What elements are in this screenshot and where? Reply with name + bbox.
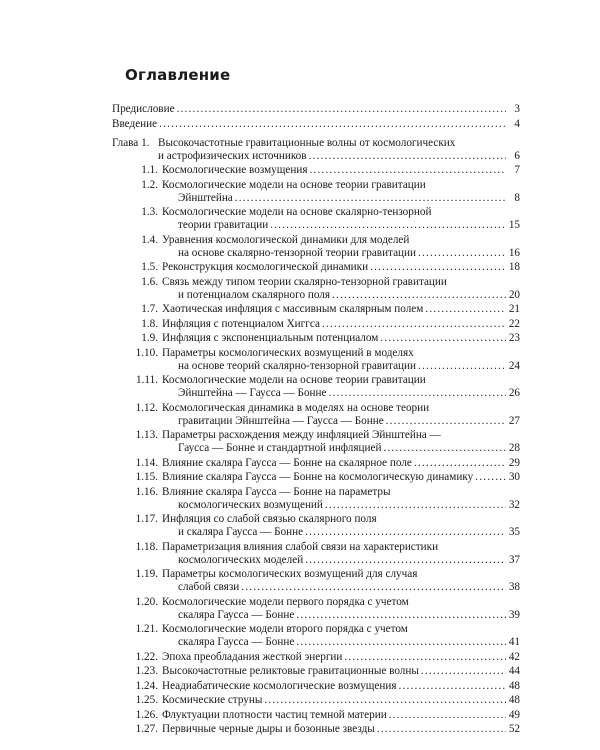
dot-leader bbox=[309, 150, 506, 163]
section-number: 1.13. bbox=[135, 429, 158, 441]
section-entry[interactable] bbox=[162, 261, 520, 274]
section-number: 1.18. bbox=[135, 540, 158, 553]
dot-leader bbox=[325, 499, 506, 512]
toc-entry-title: космологических возмущений bbox=[178, 498, 323, 511]
section-title-line: Инфляция со слабой связью скалярного поля bbox=[162, 513, 377, 525]
dot-leader bbox=[309, 164, 506, 177]
dot-leader bbox=[264, 694, 506, 707]
section-entry[interactable] bbox=[162, 665, 520, 678]
section-title-line: Космологические модели второго порядка с учетом bbox=[162, 623, 408, 635]
section-entry[interactable] bbox=[162, 318, 520, 331]
section-title-line: Параметры расхождения между инфляцией Эйнштейна — bbox=[162, 429, 441, 441]
dot-leader bbox=[296, 636, 506, 649]
toc-page-number: 22 bbox=[508, 317, 520, 330]
dot-leader bbox=[386, 415, 506, 428]
dot-leader bbox=[305, 554, 506, 567]
toc-entry-title: Неадиабатические космологические возмущения bbox=[162, 679, 397, 692]
toc-entry-title: Эпоха преобладания жесткой энергии bbox=[162, 650, 343, 663]
toc-page-number: 48 bbox=[508, 694, 520, 706]
toc-page-number: 49 bbox=[508, 708, 520, 721]
dot-leader bbox=[332, 289, 506, 302]
section-entry[interactable] bbox=[162, 709, 520, 722]
toc-entry-title: Инфляция с потенциалом Хиггса bbox=[162, 317, 320, 330]
section-number: 1.17. bbox=[135, 513, 158, 525]
dot-leader bbox=[177, 103, 506, 116]
toc-entry-title: и потенциалом скалярного поля bbox=[178, 288, 330, 301]
section-number: 1.5. bbox=[141, 261, 158, 273]
section-number: 1.2. bbox=[141, 178, 158, 191]
section-number: 1.16. bbox=[135, 485, 158, 498]
section-entry[interactable] bbox=[178, 415, 520, 428]
section-entry[interactable] bbox=[178, 360, 520, 373]
toc-page-number: 7 bbox=[514, 164, 520, 176]
section-title-line: Связь между типом теории скалярно-тензорной гравитации bbox=[162, 275, 447, 288]
chapter-title-line: Высокочастотные гравитационные волны от космологических bbox=[158, 137, 456, 149]
section-entry[interactable] bbox=[178, 247, 520, 260]
toc-entry-title: скаляра Гаусса — Бонне bbox=[178, 608, 295, 621]
toc-entry-title: Влияние скаляра Гаусса — Бонне на скалярное поле bbox=[162, 456, 412, 469]
dot-leader bbox=[383, 442, 506, 455]
toc-page-number: 24 bbox=[508, 359, 520, 372]
toc-page-number: 20 bbox=[508, 288, 520, 301]
dot-leader bbox=[425, 303, 506, 316]
dot-leader bbox=[475, 471, 506, 484]
section-entry[interactable] bbox=[162, 457, 520, 470]
section-number: 1.19. bbox=[135, 568, 158, 580]
toc-page-number: 6 bbox=[514, 150, 520, 162]
section-entry[interactable] bbox=[162, 332, 520, 345]
section-entry[interactable] bbox=[162, 164, 520, 177]
toc-entry-title: на основе теорий скалярно-тензорной гравитации bbox=[178, 359, 417, 372]
toc-entry-title: Высокочастотные реликтовые гравитационные волны bbox=[162, 665, 419, 677]
toc-entry-title: и астрофизических источников bbox=[158, 150, 307, 162]
section-number: 1.11. bbox=[136, 374, 158, 386]
dot-leader bbox=[344, 651, 506, 664]
toc-entry-title: Предисловие bbox=[112, 103, 175, 115]
section-entry[interactable] bbox=[178, 219, 520, 232]
section-entry[interactable] bbox=[178, 609, 520, 622]
section-number: 1.1. bbox=[141, 164, 158, 176]
dot-leader bbox=[159, 118, 506, 131]
section-title-line: Космологические модели на основе теории гравитации bbox=[162, 374, 426, 386]
dot-leader bbox=[241, 581, 506, 594]
section-number: 1.8. bbox=[141, 317, 158, 330]
toc-entry-title: Флуктуации плотности частиц темной материи bbox=[162, 708, 387, 721]
section-number: 1.23. bbox=[135, 665, 158, 677]
section-entry[interactable] bbox=[178, 442, 520, 455]
toc-page-number: 23 bbox=[508, 332, 520, 344]
section-entry[interactable] bbox=[178, 192, 520, 205]
toc-page-number: 44 bbox=[508, 665, 520, 677]
section-number: 1.27. bbox=[135, 723, 158, 735]
front-matter-entry[interactable] bbox=[112, 103, 520, 116]
section-number: 1.21. bbox=[135, 623, 158, 635]
dot-leader bbox=[329, 387, 506, 400]
section-title-line: Параметризация влияния слабой связи на характеристики bbox=[162, 540, 439, 553]
section-number: 1.14. bbox=[135, 456, 158, 469]
dot-leader bbox=[380, 332, 506, 345]
chapter-title-last-line[interactable] bbox=[158, 150, 520, 163]
chapter-label: Глава 1. bbox=[112, 137, 150, 149]
section-number: 1.4. bbox=[141, 233, 158, 246]
toc-entry-title: Космические струны bbox=[162, 694, 263, 706]
toc-page-number: 41 bbox=[508, 636, 520, 648]
toc-page-number: 21 bbox=[508, 303, 520, 315]
section-number: 1.26. bbox=[135, 708, 158, 721]
section-title-line: Космологическая динамика в моделях на основе теории bbox=[162, 401, 430, 414]
toc-page-number: 8 bbox=[514, 191, 520, 204]
section-number: 1.24. bbox=[135, 679, 158, 692]
toc-page-number: 52 bbox=[508, 723, 520, 735]
section-entry[interactable] bbox=[178, 581, 520, 594]
toc-page-number: 3 bbox=[514, 103, 520, 115]
dot-leader bbox=[389, 709, 506, 722]
section-entry[interactable] bbox=[178, 636, 520, 649]
toc-page-number: 18 bbox=[508, 261, 520, 273]
dot-leader bbox=[322, 318, 506, 331]
toc-page-number: 29 bbox=[508, 456, 520, 469]
section-number: 1.22. bbox=[135, 650, 158, 663]
toc-entry-title: Влияние скаляра Гаусса — Бонне на космологическую динамику bbox=[162, 471, 474, 483]
toc-entry-title: Космологические возмущения bbox=[162, 164, 308, 176]
section-title-line: Параметры космологических возмущений в моделях bbox=[162, 346, 414, 359]
toc-entry-title: Эйнштейна bbox=[178, 191, 233, 204]
toc-page-number: 32 bbox=[508, 498, 520, 511]
front-matter-entry[interactable] bbox=[112, 118, 520, 131]
section-number: 1.20. bbox=[135, 595, 158, 608]
section-number: 1.12. bbox=[135, 401, 158, 414]
section-entry[interactable] bbox=[162, 694, 520, 707]
section-title-line: Космологические модели на основе скалярно-тензорной bbox=[162, 206, 432, 218]
toc-page-number: 30 bbox=[508, 471, 520, 483]
toc-heading: Оглавление bbox=[125, 66, 231, 84]
section-title-line: Параметры космологических возмущений для случая bbox=[162, 568, 418, 580]
section-number: 1.3. bbox=[141, 206, 158, 218]
dot-leader bbox=[418, 360, 506, 373]
toc-page-number: 42 bbox=[508, 650, 520, 663]
toc-entry-title: теории гравитации bbox=[178, 219, 269, 231]
section-entry[interactable] bbox=[162, 303, 520, 316]
section-title-line: Космологические модели на основе теории гравитации bbox=[162, 178, 426, 191]
section-entry[interactable] bbox=[162, 471, 520, 484]
toc-entry-title: Эйнштейна — Гаусса — Бонне bbox=[178, 387, 327, 399]
section-entry[interactable] bbox=[162, 680, 520, 693]
section-entry[interactable] bbox=[178, 554, 520, 567]
toc-page-number: 26 bbox=[508, 387, 520, 399]
dot-leader bbox=[399, 680, 507, 693]
dot-leader bbox=[421, 665, 506, 678]
toc-entry-title: космологических моделей bbox=[178, 553, 304, 566]
section-title-line: Влияние скаляра Гаусса — Бонне на параметры bbox=[162, 485, 391, 498]
toc-page-number: 48 bbox=[508, 679, 520, 692]
toc-page-number: 28 bbox=[508, 442, 520, 454]
dot-leader bbox=[414, 457, 506, 470]
dot-leader bbox=[377, 723, 506, 736]
section-number: 1.15. bbox=[135, 471, 158, 483]
section-entry[interactable] bbox=[178, 526, 520, 539]
dot-leader bbox=[296, 609, 506, 622]
toc-page-number: 37 bbox=[508, 553, 520, 566]
toc-page-number: 16 bbox=[508, 246, 520, 259]
section-number: 1.9. bbox=[141, 332, 158, 344]
dot-leader bbox=[305, 526, 506, 539]
toc-entry-title: Первичные черные дыры и бозонные звезды bbox=[162, 723, 375, 735]
toc-page-number: 35 bbox=[508, 526, 520, 538]
toc-page-number: 39 bbox=[508, 608, 520, 621]
section-number: 1.25. bbox=[135, 694, 158, 706]
toc-entry-title: Реконструкция космологической динамики bbox=[162, 261, 369, 273]
toc-entry-title: слабой связи bbox=[178, 581, 240, 593]
toc-entry-title: Хаотическая инфляция с массивным скалярным полем bbox=[162, 303, 424, 315]
toc-entry-title: и скаляра Гаусса — Бонне bbox=[178, 526, 304, 538]
toc-page-number: 4 bbox=[514, 118, 520, 130]
toc-entry-title: Введение bbox=[112, 118, 158, 130]
section-number: 1.6. bbox=[141, 275, 158, 288]
section-entry[interactable] bbox=[162, 651, 520, 664]
toc-entry-title: гравитации Эйнштейна — Гаусса — Бонне bbox=[178, 414, 384, 427]
section-title-line: Космологические модели первого порядка с учетом bbox=[162, 595, 409, 608]
section-entry[interactable] bbox=[178, 289, 520, 302]
section-number: 1.10. bbox=[135, 346, 158, 359]
section-number: 1.7. bbox=[141, 303, 158, 315]
section-entry[interactable] bbox=[162, 723, 520, 736]
toc-page-number: 27 bbox=[508, 414, 520, 427]
toc-entry-title: на основе скалярно-тензорной теории гравитации bbox=[178, 246, 417, 259]
section-title-line: Уравнения космологической динамики для моделей bbox=[162, 233, 410, 246]
toc-page-number: 38 bbox=[508, 581, 520, 593]
toc-entry-title: Гаусса — Бонне и стандартной инфляцией bbox=[178, 442, 382, 454]
section-entry[interactable] bbox=[178, 387, 520, 400]
dot-leader bbox=[418, 247, 506, 260]
dot-leader bbox=[370, 261, 506, 274]
dot-leader bbox=[235, 192, 506, 205]
toc-entry-title: Инфляция с экспоненциальным потенциалом bbox=[162, 332, 379, 344]
dot-leader bbox=[270, 219, 506, 232]
toc-entry-title: скаляра Гаусса — Бонне bbox=[178, 636, 295, 648]
section-entry[interactable] bbox=[178, 499, 520, 512]
toc-page-number: 15 bbox=[508, 219, 520, 231]
